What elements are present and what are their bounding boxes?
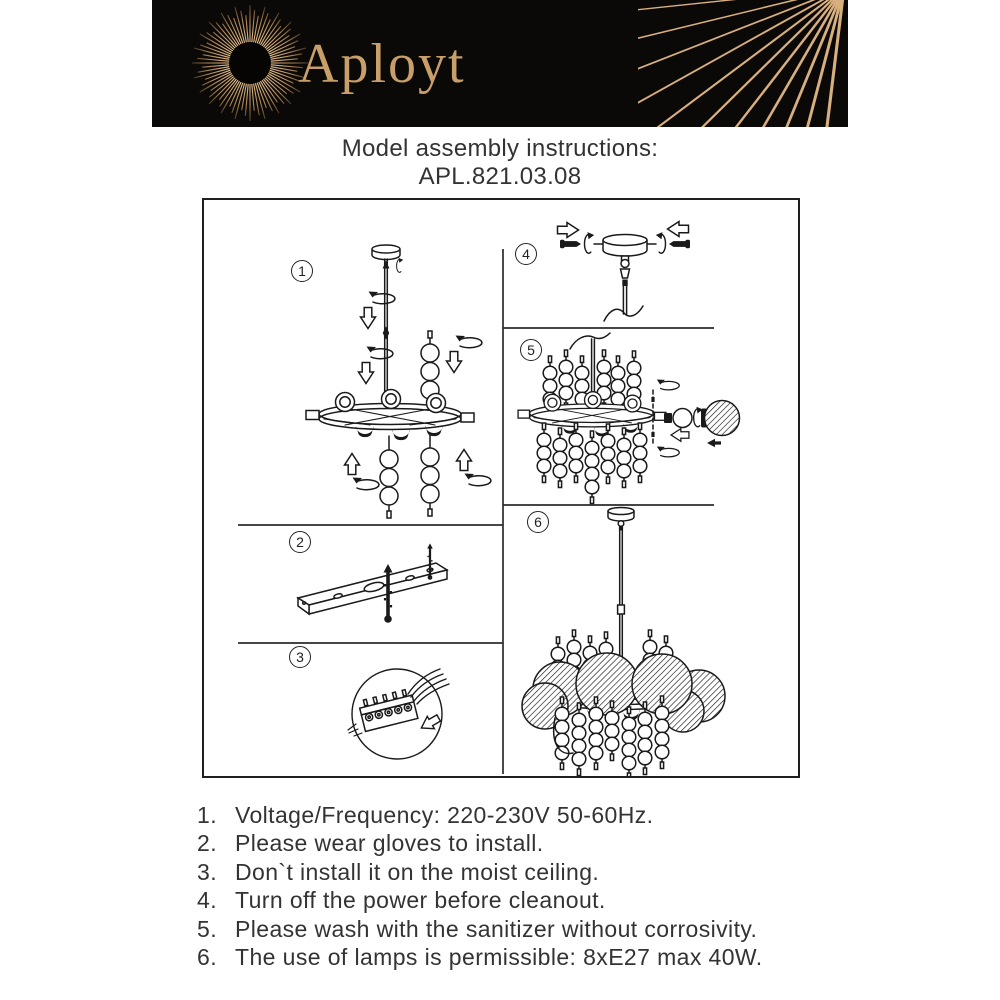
step-4-badge: 4 bbox=[515, 243, 537, 265]
step2-diagram bbox=[298, 543, 447, 622]
item-text: The use of lamps is permissible: 8xE27 max 40W. bbox=[235, 944, 763, 971]
sheet-title: Model assembly instructions: bbox=[341, 135, 659, 162]
step-1-badge: 1 bbox=[291, 260, 313, 282]
corner-rays-icon bbox=[638, 0, 848, 127]
item-text: Don`t install it on the moist ceiling. bbox=[235, 858, 600, 885]
instruction-item bbox=[197, 858, 763, 886]
item-text: Voltage/Frequency: 220-230V 50-60Hz. bbox=[235, 802, 654, 828]
instruction-list bbox=[197, 801, 763, 971]
instruction-item bbox=[197, 829, 763, 857]
step-3-badge: 3 bbox=[289, 646, 311, 668]
assembly-diagram bbox=[204, 200, 798, 776]
instruction-item bbox=[197, 943, 763, 971]
instruction-item bbox=[197, 801, 763, 829]
step-2-badge: 2 bbox=[289, 531, 311, 553]
step6-diagram bbox=[522, 508, 725, 777]
item-number: 1. bbox=[197, 802, 217, 828]
assembly-diagram-box bbox=[202, 198, 800, 778]
step5-diagram bbox=[518, 333, 739, 504]
step3-diagram bbox=[348, 669, 449, 759]
model-number: APL.821.03.08 bbox=[418, 163, 582, 190]
step-5-badge: 5 bbox=[520, 339, 542, 361]
item-number: 4. bbox=[197, 887, 217, 914]
item-text: Please wear gloves to install. bbox=[235, 830, 544, 857]
brand-name: Aployt bbox=[298, 32, 466, 95]
item-number: 6. bbox=[197, 944, 217, 971]
item-text: Turn off the power before cleanout. bbox=[235, 887, 606, 914]
step4-diagram bbox=[558, 222, 691, 322]
item-number: 5. bbox=[197, 915, 217, 942]
instruction-item bbox=[197, 915, 763, 943]
item-number: 3. bbox=[197, 858, 217, 885]
instruction-item bbox=[197, 886, 763, 914]
step1-diagram bbox=[306, 245, 491, 518]
item-text: Please wash with the sanitizer without corrosivity. bbox=[235, 915, 758, 942]
step-6-badge: 6 bbox=[527, 511, 549, 533]
brand-banner bbox=[152, 0, 848, 127]
item-number: 2. bbox=[197, 830, 217, 857]
sunburst-center bbox=[230, 43, 270, 83]
